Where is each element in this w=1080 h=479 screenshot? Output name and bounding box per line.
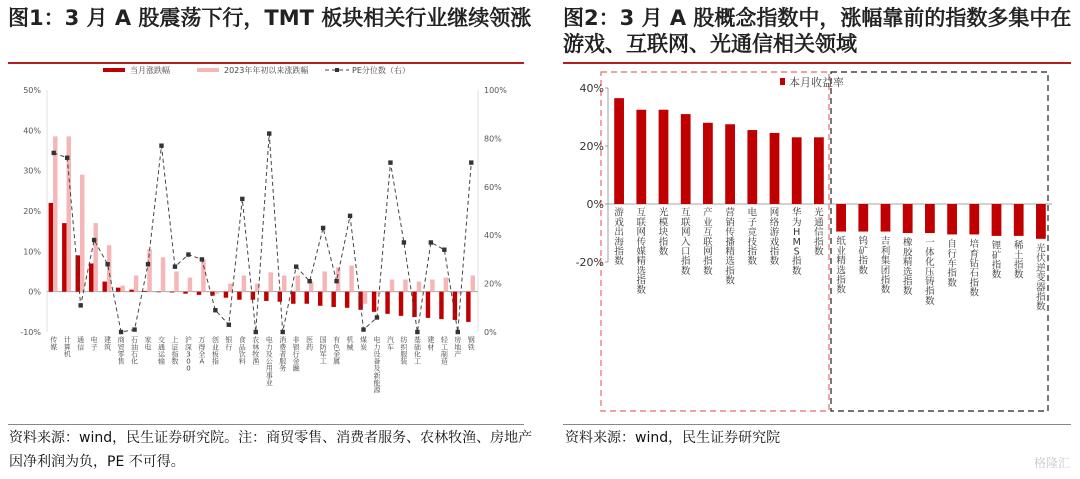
x-tick-label-0: 游戏出海指数 <box>614 207 624 268</box>
x-tick-label-24: 电力设备及新能源 <box>373 336 381 395</box>
figure1-source-rule <box>8 424 524 425</box>
x-tick-label-23: 煤炭 <box>360 336 368 352</box>
bar-15 <box>947 204 957 234</box>
bar-18 <box>1014 204 1024 236</box>
x-tick-label-7: 家电 <box>144 336 152 352</box>
x-tick-label-1: 互联网传媒精选指数 <box>636 207 647 297</box>
figure2-source-rule <box>563 424 1071 425</box>
bar-11 <box>858 204 868 232</box>
x-tick-label-26: 纺织服装 <box>400 336 408 366</box>
x-tick-label-10: 纸业精选指数 <box>836 236 846 296</box>
x-tick-label-10: 沪深 3 0 0 <box>184 336 192 373</box>
y-right-tick-label: 80% <box>484 134 502 144</box>
x-tick-label-28: 建材 <box>427 336 435 352</box>
y-left-tick-label: 40% <box>23 126 41 136</box>
legend-label-1: 2023年年初以来涨跌幅 <box>224 66 309 75</box>
bar-0 <box>614 98 624 204</box>
x-tick-label-25: 汽车 <box>386 336 394 352</box>
x-tick-label-21: 有色金属 <box>333 336 341 366</box>
y-right-tick-label: 40% <box>484 231 502 241</box>
x-tick-label-5: 营销传播精选指数 <box>725 207 735 287</box>
x-tick-label-29: 轻工制造 <box>440 336 448 366</box>
x-tick-label-7: 网络游戏指数 <box>769 207 780 268</box>
x-tick-label-14: 一体化压铸指数 <box>925 237 935 307</box>
x-tick-label-16: 培育钻石指数 <box>969 239 980 299</box>
y-left-tick-label: 10% <box>23 247 41 257</box>
x-tick-label-20: 国防军工 <box>319 336 327 366</box>
y-left-tick-label: 0% <box>28 287 41 297</box>
x-tick-label-3: 电子 <box>90 336 98 352</box>
y-right-tick-label: 0% <box>484 328 497 337</box>
y-tick-label: 20% <box>579 140 604 153</box>
y-left-tick-label: 20% <box>23 207 41 216</box>
x-tick-label-27: 基础化工 <box>413 336 421 366</box>
x-tick-label-15: 农林牧渔 <box>252 336 260 366</box>
bar-5 <box>725 124 735 204</box>
x-tick-label-11: 万得全 A <box>198 336 206 366</box>
y-tick-label: 0% <box>586 198 604 211</box>
x-tick-label-17: 锂矿指数 <box>991 240 1002 281</box>
x-tick-label-1: 计算机 <box>63 336 71 359</box>
watermark: 格隆汇 <box>1033 456 1070 470</box>
bar-3 <box>681 114 691 204</box>
x-tick-label-18: 稀土指数 <box>1013 240 1024 281</box>
x-tick-label-30: 房地产 <box>454 336 462 359</box>
y-left-tick-label: 30% <box>23 166 41 176</box>
legend-label: 本月收益率 <box>789 76 844 89</box>
y-left-tick-label: -10% <box>20 328 41 337</box>
bar-10 <box>836 204 846 232</box>
figure1-title: 图1：3 月 A 股震荡下行，TMT 板块相关行业继续领涨 <box>8 6 532 30</box>
legend-swatch <box>780 78 785 85</box>
x-tick-label-13: 橡胶精选指数 <box>902 237 913 298</box>
x-tick-label-19: 光伏逆变器指数 <box>1036 243 1046 313</box>
figure2-title: 图2：3 月 A 股概念指数中，涨幅靠前的指数多集中在游戏、互联网、光通信相关领域 <box>563 6 1072 56</box>
bar-7 <box>770 133 780 204</box>
x-tick-label-8: 华为 H M S 指数 <box>791 207 802 277</box>
x-tick-label-0: 传媒 <box>50 336 58 352</box>
y-tick-label: 40% <box>579 82 604 95</box>
bar-17 <box>992 204 1002 236</box>
x-tick-label-4: 产业互联网指数 <box>703 207 713 277</box>
x-tick-label-6: 电子竞技指数 <box>747 207 758 268</box>
x-tick-label-31: 钢铁 <box>467 336 475 352</box>
x-tick-label-13: 银行 <box>225 336 233 352</box>
bar-4 <box>703 123 713 204</box>
legend-label-2: PE分位数（右） <box>352 66 410 75</box>
x-tick-label-6: 石油石化 <box>131 336 139 366</box>
y-right-tick-label: 100% <box>484 86 507 95</box>
x-tick-label-2: 通信 <box>77 336 85 352</box>
y-tick-label: -20% <box>575 256 604 269</box>
y-right-tick-label: 20% <box>484 279 502 289</box>
x-tick-label-4: 建筑 <box>104 336 112 352</box>
figure2-source: 资料来源：wind，民生证券研究院 <box>565 430 781 446</box>
x-tick-label-16: 电力及公用事业 <box>265 336 273 387</box>
x-tick-label-14: 食品饮料 <box>238 336 246 366</box>
x-tick-label-19: 医药 <box>306 336 314 352</box>
x-tick-label-9: 光通信指数 <box>814 207 824 258</box>
bar-8 <box>792 137 802 204</box>
bar-1 <box>636 110 646 204</box>
x-tick-label-17: 消费者服务 <box>279 336 287 373</box>
x-tick-label-2: 光模块指数 <box>658 207 669 258</box>
x-tick-label-9: 上证指数 <box>171 336 179 366</box>
bar-14 <box>925 204 935 233</box>
x-tick-label-8: 交通运输 <box>157 336 165 366</box>
x-tick-label-12: 创业板指 <box>211 336 219 366</box>
x-tick-label-22: 机械 <box>346 336 354 352</box>
bar-12 <box>881 204 891 232</box>
y-right-tick-label: 60% <box>484 182 502 192</box>
y-left-tick-label: 50% <box>23 86 41 95</box>
x-tick-label-12: 吉利集团指数 <box>880 236 891 296</box>
bar-9 <box>814 137 824 204</box>
x-tick-label-18: 非银行金融 <box>292 336 300 373</box>
bar-19 <box>1036 204 1046 239</box>
x-tick-label-3: 互联网入口指数 <box>680 207 691 277</box>
bar-13 <box>903 204 913 233</box>
bar-6 <box>747 130 757 204</box>
figure1-source: 资料来源：wind，民生证券研究院。注：商贸零售、消费者服务、农林牧渔、房地产因净利润为负，PE 不可得。 <box>9 430 533 470</box>
bar-16 <box>969 204 979 234</box>
x-tick-label-15: 自行车指数 <box>947 239 957 289</box>
legend-label-0: 当月涨跌幅 <box>130 66 170 75</box>
x-tick-label-11: 钨矿指数 <box>858 236 869 277</box>
x-tick-label-5: 商贸零售 <box>117 336 125 366</box>
bar-2 <box>659 110 669 204</box>
